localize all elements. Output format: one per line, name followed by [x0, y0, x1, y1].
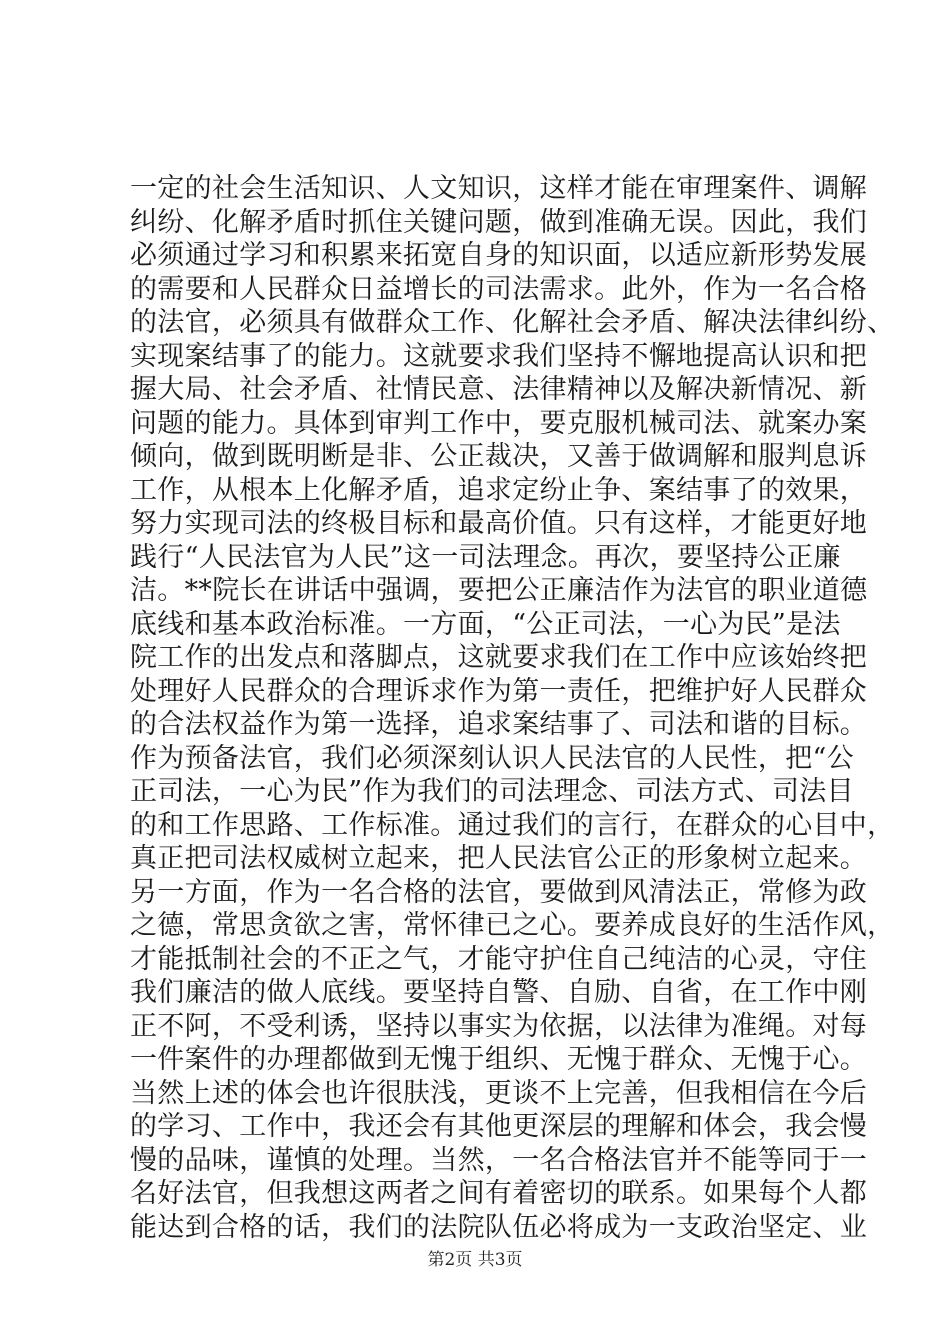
text-line: 实现案结事了的能力。这就要求我们坚持不懈地提高认识和把 [130, 340, 868, 372]
text-line: 真正把司法权威树立起来，把人民法官公正的形象树立起来。 [130, 843, 868, 874]
text-line: 倾向，做到既明断是非、公正裁决，又善于做调解和服判息诉 [130, 441, 868, 472]
text-line: 一定的社会生活知识、人文知识，这样才能在审理案件、调解 [130, 173, 868, 204]
text-line: 之德，常思贪欲之害，常怀律已之心。要养成良好的生活作风， [130, 910, 895, 941]
text-line: 我们廉洁的做人底线。要坚持自警、自励、自省，在工作中刚 [130, 977, 868, 1008]
text-line: 慢的品味，谨慎的处理。当然，一名合格法官并不能等同于一 [130, 1144, 868, 1176]
text-line: 正司法，一心为民”作为我们的司法理念、司法方式、司法目 [130, 776, 854, 807]
text-line: 的学习、工作中，我还会有其他更深层的理解和体会，我会慢 [130, 1111, 868, 1142]
text-line: 能达到合格的话，我们的法院队伍必将成为一支政治坚定、业 [130, 1211, 868, 1243]
text-line: 握大局、社会矛盾、社情民意、法律精神以及解决新情况、新 [130, 374, 868, 405]
text-line: 作为预备法官，我们必须深刻认识人民法官的人民性，把“公 [130, 742, 854, 774]
text-line: 必须通过学习和积累来拓宽自身的知识面，以适应新形势发展 [130, 240, 868, 271]
text-line: 院工作的出发点和落脚点，这就要求我们在工作中应该始终把 [130, 642, 868, 673]
text-line: 的和工作思路、工作标准。通过我们的言行，在群众的心目中， [130, 809, 895, 841]
text-line: 另一方面，作为一名合格的法官，要做到风清法正，常修为政 [130, 876, 868, 908]
body-text [130, 172, 895, 1244]
text-line: 洁。**院长在讲话中强调，要把公正廉洁作为法官的职业道德 [130, 575, 868, 606]
text-line: 当然上述的体会也许很肤浅，更谈不上完善，但我相信在今后 [130, 1077, 868, 1109]
text-line: 名好法官，但我想这两者之间有着密切的联系。如果每个人都 [130, 1178, 868, 1209]
page-number-footer: 第2页 共3页 [427, 1250, 523, 1270]
text-line: 一件案件的办理都做到无愧于组织、无愧于群众、无愧于心。 [130, 1044, 868, 1075]
text-line: 的需要和人民群众日益增长的司法需求。此外，作为一名合格 [130, 273, 868, 305]
text-line: 处理好人民群众的合理诉求作为第一责任，把维护好人民群众 [130, 675, 868, 707]
text-line: 的法官，必须具有做群众工作、化解社会矛盾、解决法律纠纷、 [130, 307, 895, 338]
text-line: 努力实现司法的终极目标和最高价值。只有这样，才能更好地 [130, 508, 868, 539]
text-line: 底线和基本政治标准。一方面，“公正司法，一心为民”是法 [130, 608, 841, 640]
text-line: 问题的能力。具体到审判工作中，要克服机械司法、就案办案 [130, 407, 868, 439]
text-line: 正不阿，不受利诱，坚持以事实为依据，以法律为准绳。对每 [130, 1010, 868, 1042]
text-line: 才能抵制社会的不正之气，才能守护住自己纯洁的心灵，守住 [130, 943, 868, 975]
text-line: 践行“人民法官为人民”这一司法理念。再次，要坚持公正廉 [130, 541, 841, 573]
text-line: 纠纷、化解矛盾时抓住关键问题，做到准确无误。因此，我们 [130, 206, 868, 238]
text-line: 的合法权益作为第一选择，追求案结事了、司法和谐的目标。 [130, 709, 868, 740]
text-line: 工作，从根本上化解矛盾，追求定纷止争、案结事了的效果， [130, 474, 868, 506]
